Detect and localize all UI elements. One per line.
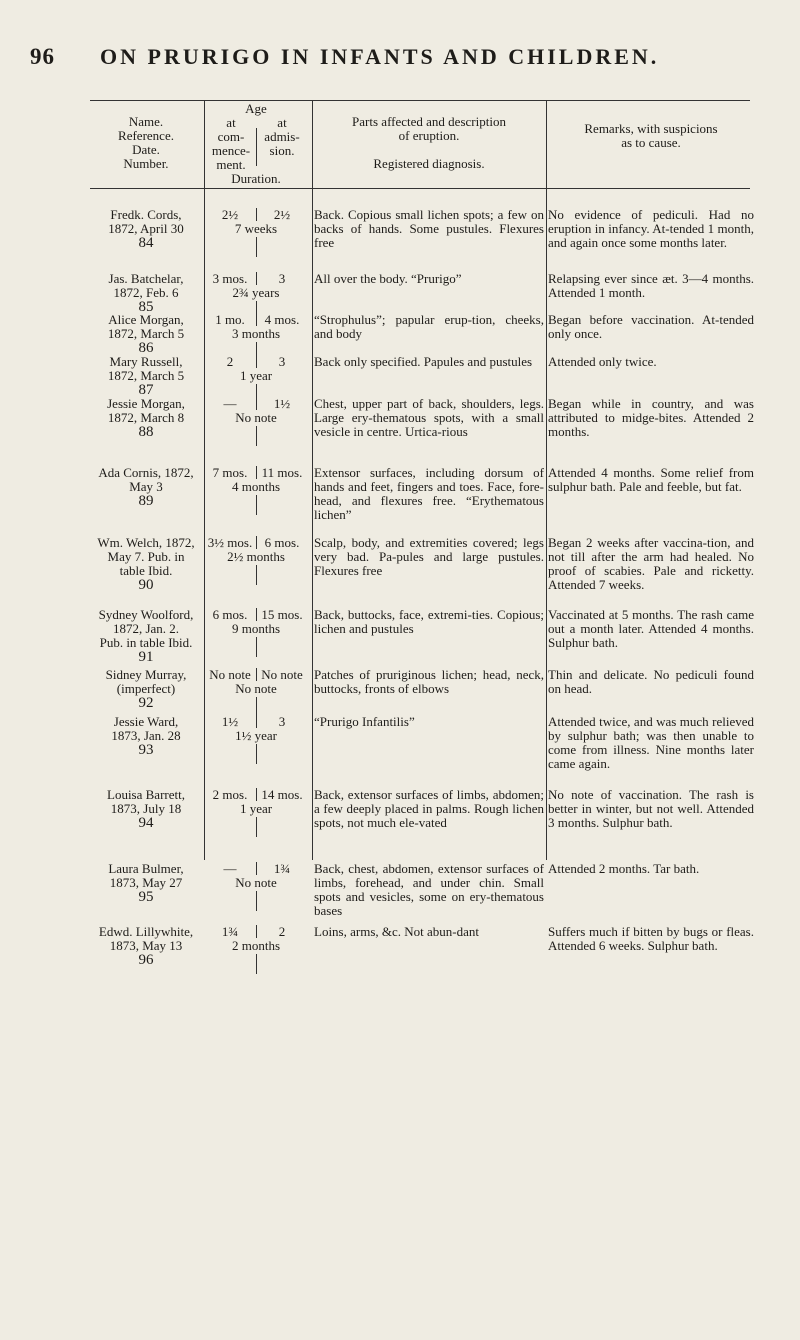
row-age-cell xyxy=(206,397,306,447)
row-remarks: Attended twice, and was much relieved by sulphur bath; was then unable to come from illness. Nine months later came again. xyxy=(548,714,754,771)
row-age-admission: 3 xyxy=(278,271,286,286)
row-duration: No note xyxy=(235,681,277,696)
row-name-line: Alice Morgan, xyxy=(108,312,184,327)
row-name-line: Laura Bulmer, xyxy=(108,861,184,876)
row-age-admission: 2½ xyxy=(273,207,291,222)
header-parts-line: of eruption. xyxy=(398,128,460,143)
header-name-line: Name. xyxy=(128,114,164,129)
row-age-admission: 14 mos. xyxy=(261,787,303,802)
row-duration: 1 year xyxy=(239,368,273,383)
row-age-divider xyxy=(256,891,257,911)
row-name-line: Ada Cornis, 1872, xyxy=(98,465,194,480)
row-name-line: 1872, March 5 xyxy=(107,326,185,341)
row-number: 89 xyxy=(138,493,154,509)
row-name-line: Mary Russell, xyxy=(109,354,183,369)
row-age-cell xyxy=(206,862,306,912)
row-remarks: No note of vaccination. The rash is better in winter, but not well. Attended 3 months. Sulphur bath. xyxy=(548,787,754,830)
row-name-cell xyxy=(90,788,202,830)
header-name-line: Date. xyxy=(132,142,160,157)
row-age-divider xyxy=(256,397,257,410)
row-duration: 1½ year xyxy=(235,728,277,743)
row-parts: Scalp, body, and extremities covered; legs very bad. Pa-pules and large pustules. Flexures free xyxy=(314,535,544,578)
row-duration: 4 months xyxy=(231,479,281,494)
row-age-commencement: 1½ xyxy=(221,714,239,729)
header-parts xyxy=(314,115,544,171)
header-parts-line: Parts affected and description xyxy=(352,114,506,129)
row-duration: 9 months xyxy=(231,621,281,636)
row-number: 84 xyxy=(138,235,154,251)
row-name-line: table Ibid. xyxy=(119,563,173,578)
row-name-line: May 7. Pub. in xyxy=(107,549,185,564)
row-parts: Back, extensor surfaces of limbs, abdomen; a few deeply placed in palms. Rough lichen spots, not much ele-vated xyxy=(314,787,544,830)
header-age-right-line: sion. xyxy=(269,143,295,158)
row-name-line: Louisa Barrett, xyxy=(107,787,185,802)
running-title: ON PRURIGO IN INFANTS AND CHILDREN. xyxy=(100,44,660,69)
row-age-divider xyxy=(256,788,257,801)
row-parts: Chest, upper part of back, shoulders, legs. Large ery-thematous spots, with a small vesicle in centre. Urtica-rious xyxy=(314,396,544,439)
header-remarks-line: Remarks, with suspicions xyxy=(584,121,718,136)
row-number: 90 xyxy=(138,577,154,593)
row-name-line: 1872, Jan. 2. xyxy=(112,621,180,636)
row-remarks: Attended 4 months. Some relief from sulphur bath. Pale and feeble, but fat. xyxy=(548,465,754,494)
row-name-line: Sydney Woolford, xyxy=(98,607,194,622)
header-bottom-rule xyxy=(90,188,750,189)
row-number: 85 xyxy=(138,299,154,315)
row-age-commencement: 2½ xyxy=(221,207,239,222)
row-number: 88 xyxy=(138,424,154,440)
row-number: 92 xyxy=(138,695,154,711)
row-name-cell xyxy=(90,715,202,757)
row-age-commencement: 2 mos. xyxy=(212,787,248,802)
row-name-line: Jas. Batchelar, xyxy=(108,271,184,286)
row-duration: 2¾ years xyxy=(232,285,280,300)
row-age-cell xyxy=(206,608,306,658)
row-name-line: 1872, Feb. 6 xyxy=(113,285,179,300)
row-age-divider xyxy=(256,817,257,837)
row-number: 87 xyxy=(138,382,154,398)
row-name-cell xyxy=(90,608,202,664)
row-age-cell xyxy=(206,536,306,586)
row-duration: 1 year xyxy=(239,801,273,816)
row-name-line: 1873, Jan. 28 xyxy=(111,728,181,743)
row-age-cell xyxy=(206,925,306,975)
row-age-commencement: No note xyxy=(209,667,251,682)
row-duration: 2½ months xyxy=(227,549,285,564)
row-age-commencement: 2 xyxy=(226,354,234,369)
row-name-line: 1872, April 30 xyxy=(108,221,184,236)
row-remarks: No evidence of pediculi. Had no eruption in infancy. At-tended 1 month, and again once some months later. xyxy=(548,207,754,250)
row-age-commencement: — xyxy=(223,396,237,411)
row-age-admission: 1½ xyxy=(273,396,291,411)
row-age-cell xyxy=(206,208,306,258)
row-age-commencement: 1¾ xyxy=(221,924,239,939)
row-age-admission: 3 xyxy=(278,354,286,369)
row-age-divider xyxy=(256,237,257,257)
row-name-cell xyxy=(90,272,202,314)
row-name-line: 1872, March 8 xyxy=(107,410,185,425)
row-age-divider xyxy=(256,744,257,764)
header-parts-line: Registered diagnosis. xyxy=(373,156,485,171)
row-age-commencement: — xyxy=(223,861,237,876)
header-age-divider xyxy=(256,128,257,166)
row-name-line: Jessie Ward, xyxy=(113,714,179,729)
header-age xyxy=(206,101,306,186)
row-duration: 3 months xyxy=(231,326,281,341)
header-remarks xyxy=(548,122,754,150)
header-age-left-line: com- xyxy=(217,129,245,144)
header-age-right xyxy=(258,116,306,158)
row-parts: Back, chest, abdomen, extensor surfaces of limbs, forehead, and under chin. Small spots and vesicles, some on ery-thematous bases xyxy=(314,861,544,918)
header-name-line: Reference. xyxy=(118,128,174,143)
row-name-line: Pub. in table Ibid. xyxy=(99,635,193,650)
row-name-cell xyxy=(90,208,202,250)
row-age-divider xyxy=(256,426,257,446)
row-age-divider xyxy=(256,954,257,974)
row-age-divider xyxy=(256,697,257,717)
row-age-admission: 11 mos. xyxy=(261,465,303,480)
row-age-admission: 15 mos. xyxy=(261,607,303,622)
row-age-divider xyxy=(256,637,257,657)
row-remarks: Relapsing ever since æt. 3—4 months. Attended 1 month. xyxy=(548,271,754,300)
row-number: 86 xyxy=(138,340,154,356)
row-parts: Loins, arms, &c. Not abun-dant xyxy=(314,924,479,939)
row-age-divider xyxy=(256,495,257,515)
row-parts: Back only specified. Papules and pustules xyxy=(314,354,533,369)
row-name-cell xyxy=(90,466,202,508)
row-name-line: Wm. Welch, 1872, xyxy=(97,535,195,550)
row-age-divider xyxy=(256,536,257,549)
column-divider-parts xyxy=(546,100,547,860)
row-remarks: Thin and delicate. No pediculi found on head. xyxy=(548,667,754,696)
row-name-line: Fredk. Cords, xyxy=(110,207,182,222)
row-name-line: Edwd. Lillywhite, xyxy=(98,924,194,939)
row-name-line: Sidney Murray, xyxy=(105,667,187,682)
row-parts: All over the body. “Prurigo” xyxy=(314,271,462,286)
row-age-divider xyxy=(256,272,257,285)
row-age-commencement: 1 mo. xyxy=(215,312,245,327)
header-age-title: Age xyxy=(245,101,267,116)
row-age-commencement: 7 mos. xyxy=(212,465,248,480)
row-name-line: 1872, March 5 xyxy=(107,368,185,383)
row-age-divider xyxy=(256,925,257,938)
row-remarks: Vaccinated at 5 months. The rash came out a month later. Attended 4 months. Sulphur bath. xyxy=(548,607,754,650)
header-age-right-line: at xyxy=(277,115,287,130)
row-name-cell xyxy=(90,668,202,710)
header-age-right-line: admis- xyxy=(264,129,300,144)
row-parts: Back, buttocks, face, extremi-ties. Copious; lichen and pustules xyxy=(314,607,544,636)
row-name-line: (imperfect) xyxy=(116,681,176,696)
page-header xyxy=(30,44,750,78)
row-duration: 7 weeks xyxy=(234,221,278,236)
row-name-cell xyxy=(90,397,202,439)
row-age-divider xyxy=(256,608,257,621)
row-age-cell xyxy=(206,668,306,718)
header-parts-spacer xyxy=(314,143,544,157)
row-name-line: 1873, May 27 xyxy=(109,875,183,890)
row-parts: Extensor surfaces, including dorsum of hands and feet, fingers and toes. Face, fore-head, and flexures free. “Erythematous lichen” xyxy=(314,465,544,522)
column-divider-name xyxy=(204,100,205,860)
header-remarks-line: as to cause. xyxy=(621,135,681,150)
row-remarks: Began before vaccination. At-tended only once. xyxy=(548,312,754,341)
row-age-divider xyxy=(256,313,257,326)
row-number: 91 xyxy=(138,649,154,665)
row-remarks: Began 2 weeks after vaccina-tion, and not till after the arm had healed. No proof of scabies. Pale and ricketty. Attended 7 weeks. xyxy=(548,535,754,592)
row-age-admission: 3 xyxy=(278,714,286,729)
row-name-line: May 3 xyxy=(129,479,163,494)
row-number: 93 xyxy=(138,742,154,758)
row-name-cell xyxy=(90,862,202,904)
row-name-cell xyxy=(90,536,202,592)
row-age-divider xyxy=(256,466,257,479)
row-parts: “Strophulus”; papular erup-tion, cheeks, and body xyxy=(314,312,544,341)
row-name-line: Jessie Morgan, xyxy=(107,396,185,411)
row-number: 95 xyxy=(138,889,154,905)
row-parts: “Prurigo Infantilis” xyxy=(314,714,415,729)
row-number: 96 xyxy=(138,952,154,968)
row-duration: No note xyxy=(235,410,277,425)
row-number: 94 xyxy=(138,815,154,831)
row-name-cell xyxy=(90,925,202,967)
page-number: 96 xyxy=(30,44,55,69)
row-remarks: Attended only twice. xyxy=(548,354,657,369)
row-age-divider xyxy=(256,208,257,221)
row-age-divider xyxy=(256,668,257,681)
row-parts: Back. Copious small lichen spots; a few on backs of hands. Some pustules. Flexures free xyxy=(314,207,544,250)
row-name-cell xyxy=(90,313,202,355)
table-top-rule xyxy=(90,100,750,101)
row-duration: No note xyxy=(235,875,277,890)
row-remarks: Began while in country, and was attributed to midge-bites. Attended 2 months. xyxy=(548,396,754,439)
row-age-cell xyxy=(206,788,306,838)
row-age-admission: No note xyxy=(261,667,303,682)
header-name-line: Number. xyxy=(123,156,169,171)
row-age-commencement: 3 mos. xyxy=(212,271,248,286)
row-age-divider xyxy=(256,355,257,368)
header-name xyxy=(90,115,202,171)
header-age-left-line: ment. xyxy=(216,157,246,172)
row-age-commencement: 6 mos. xyxy=(212,607,248,622)
row-age-divider xyxy=(256,862,257,875)
row-duration: 2 months xyxy=(231,938,281,953)
row-age-divider xyxy=(256,565,257,585)
row-age-admission: 4 mos. xyxy=(264,312,300,327)
column-divider-age xyxy=(312,100,313,860)
row-name-cell xyxy=(90,355,202,397)
header-age-left-line: at xyxy=(226,115,236,130)
row-parts: Patches of pruriginous lichen; head, neck, buttocks, fronts of elbows xyxy=(314,667,544,696)
row-remarks: Attended 2 months. Tar bath. xyxy=(548,861,700,876)
row-age-admission: 1¾ xyxy=(273,861,291,876)
header-age-duration: Duration. xyxy=(231,171,281,186)
row-age-admission: 6 mos. xyxy=(264,535,300,550)
row-age-divider xyxy=(256,715,257,728)
row-age-admission: 2 xyxy=(278,924,286,939)
row-age-commencement: 3½ mos. xyxy=(207,535,253,550)
row-age-cell xyxy=(206,466,306,516)
header-age-left-line: mence- xyxy=(211,143,251,158)
row-name-line: 1873, May 13 xyxy=(109,938,183,953)
row-remarks: Suffers much if bitten by bugs or fleas. Attended 6 weeks. Sulphur bath. xyxy=(548,924,754,953)
row-name-line: 1873, July 18 xyxy=(110,801,182,816)
header-age-left xyxy=(206,116,256,172)
row-age-cell xyxy=(206,715,306,765)
